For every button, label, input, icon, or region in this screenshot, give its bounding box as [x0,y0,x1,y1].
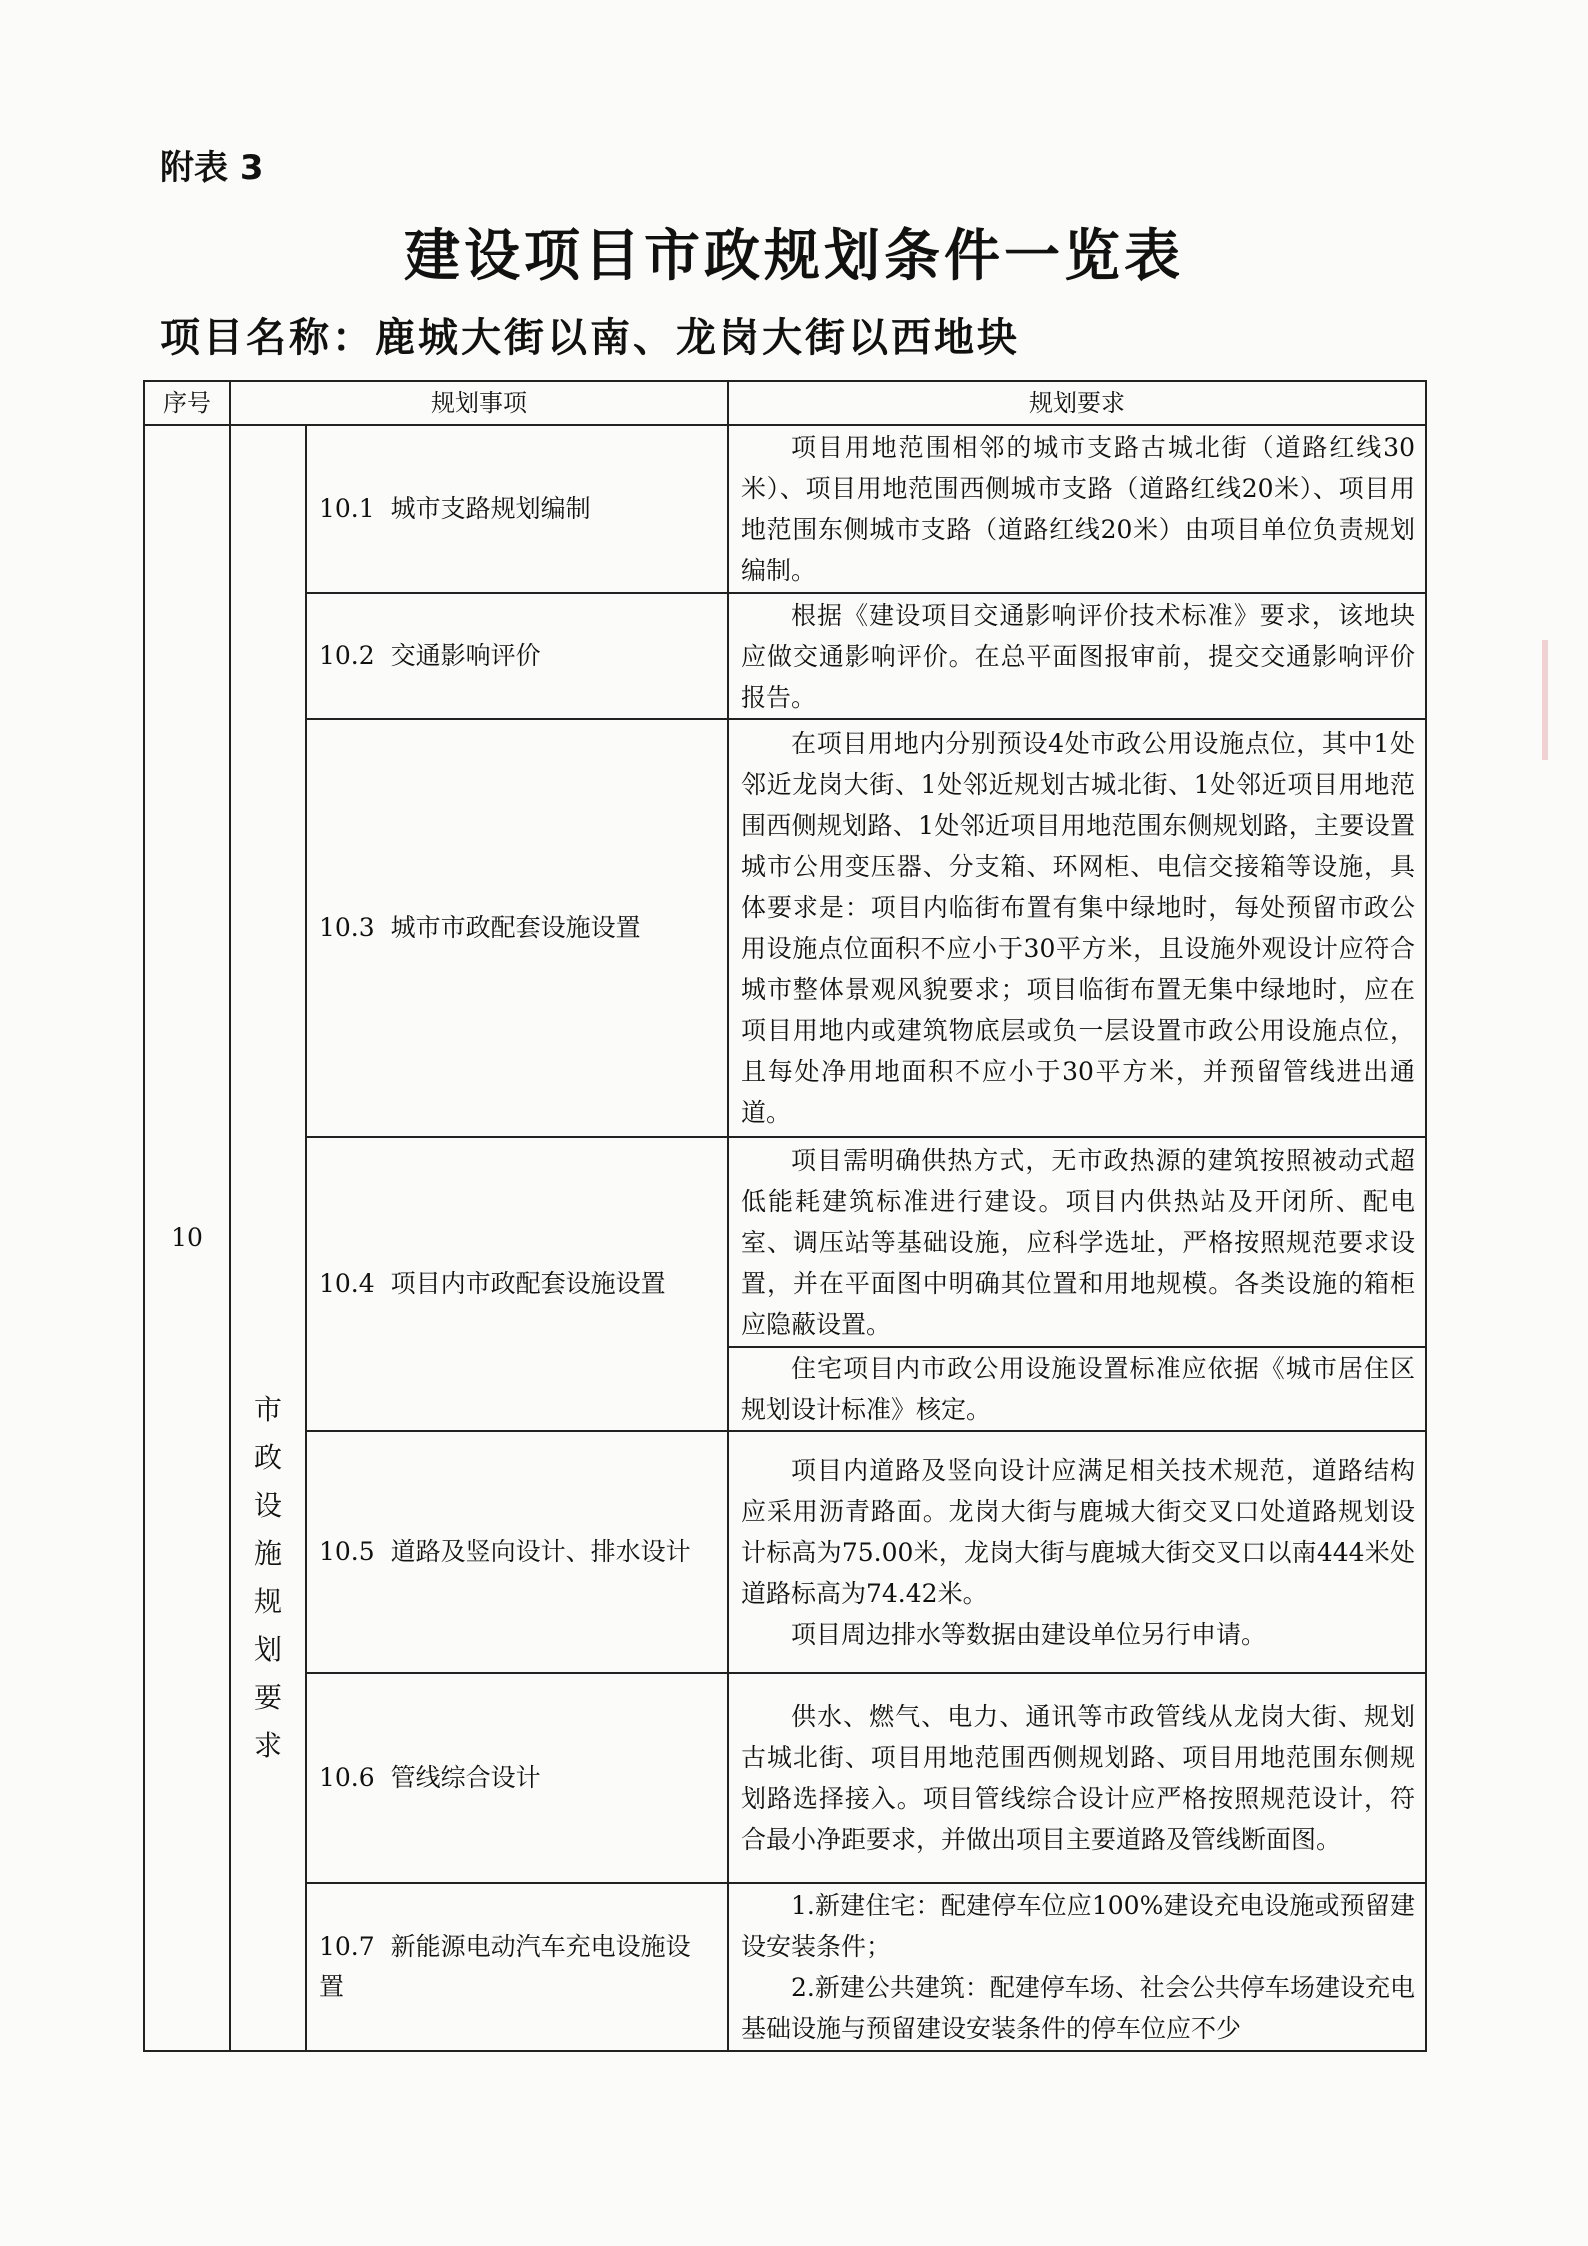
item-label: 城市支路规划编制 [390,494,591,523]
item-number: 10.1 [319,494,375,523]
requirement-text: 根据《建设项目交通影响评价技术标准》要求，该地块应做交通影响评价。在总平面图报审前，提交交通影响评价报告。 [741,600,1415,712]
category-char: 政 [253,1441,282,1474]
requirement-cell [728,1673,1426,1883]
requirement-cell [728,593,1426,719]
item-number: 10.2 [319,641,375,670]
table-row [144,1431,1426,1673]
header-seq: 序号 [144,381,230,425]
category-char: 划 [253,1633,282,1666]
table-header-row [144,381,1426,425]
requirement-text: 2.新建公共建筑：配建停车场、社会公共停车场建设充电基础设施与预留建设安装条件的停车位应不少 [741,1973,1415,2043]
scan-margin-mark [1542,640,1548,760]
requirement-cell [728,1347,1426,1431]
category-char: 规 [253,1585,282,1618]
category-char: 求 [253,1729,282,1762]
requirement-text: 住宅项目内市政公用设施设置标准应依据《城市居住区规划设计标准》核定。 [741,1354,1415,1424]
category-char: 设 [253,1489,282,1522]
annex-label: 附表 3 [160,148,264,188]
requirement-cell [728,425,1426,593]
table-row [144,1673,1426,1883]
table-row [144,1137,1426,1347]
requirement-text: 项目周边排水等数据由建设单位另行申请。 [791,1619,1267,1649]
item-label: 交通影响评价 [390,641,541,670]
requirement-cell [728,1137,1426,1347]
project-name: 项目名称：鹿城大街以南、龙岗大街以西地块 [160,314,1020,361]
category-char: 要 [253,1681,282,1714]
table-row [144,593,1426,719]
item-label: 管线综合设计 [390,1763,541,1792]
item-cell [306,593,728,719]
item-number: 10.6 [319,1763,375,1792]
requirement-text: 供水、燃气、电力、通讯等市政管线从龙岗大街、规划古城北街、项目用地范围西侧规划路、项目用地范围东侧规划路选择接入。项目管线综合设计应严格按照规范设计，符合最小净距要求，并做出项目主要道路及管线断面图。 [741,1702,1415,1854]
page-title: 建设项目市政规划条件一览表 [404,223,1184,289]
seq-cell: 10 [144,425,230,2051]
item-label: 道路及竖向设计、排水设计 [390,1537,691,1566]
item-cell [306,1137,728,1431]
item-label: 城市市政配套设施设置 [390,913,641,942]
requirement-cell [728,1883,1426,2051]
requirement-text: 项目内道路及竖向设计应满足相关技术规范，道路结构应采用沥青路面。龙岗大街与鹿城大街交叉口处道路规划设计标高为75.00米，龙岗大街与鹿城大街交叉口以南444米处道路标高为74.42米。 [741,1455,1415,1608]
category-char: 市 [253,1393,282,1426]
item-cell [306,1431,728,1673]
table-row [144,1883,1426,2051]
item-number: 10.5 [319,1537,375,1566]
category-cell [230,425,306,2051]
requirement-text: 在项目用地内分别预设4处市政公用设施点位，其中1处邻近龙岗大街、1处邻近规划古城北街、1处邻近项目用地范围西侧规划路、1处邻近项目用地范围东侧规划路，主要设置城市公用变压器、分支箱、环网柜、电信交接箱等设施，具体要求是：项目内临街布置有集中绿地时，每处预留市政公用设施点位面积不应小于30平方米，且设施外观设计应符合城市整体景观风貌要求；项目临街布置无集中绿地时，应在项目用地内或建筑物底层或负一层设置市政公用设施点位，且每处净用地面积不应小于30平方米，并预留管线进出通道。 [741,729,1415,1127]
item-number: 10.7 [319,1932,375,1961]
requirement-text: 1.新建住宅：配建停车位应100%建设充电设施或预留建设安装条件； [741,1891,1415,1961]
item-number: 10.3 [319,913,375,942]
header-item: 规划事项 [230,381,728,425]
item-cell [306,1673,728,1883]
item-label: 新能源电动汽车充电设施设置 [319,1932,691,2001]
requirement-cell [728,719,1426,1137]
item-label: 项目内市政配套设施设置 [390,1269,666,1298]
table-row [144,425,1426,593]
header-requirement: 规划要求 [728,381,1426,425]
table-row [144,719,1426,1137]
requirement-text: 项目用地范围相邻的城市支路古城北街（道路红线30米）、项目用地范围西侧城市支路（道路红线20米）、项目用地范围东侧城市支路（道路红线20米）由项目单位负责规划编制。 [741,433,1415,585]
item-cell [306,719,728,1137]
requirement-text: 项目需明确供热方式，无市政热源的建筑按照被动式超低能耗建筑标准进行建设。项目内供热站及开闭所、配电室、调压站等基础设施，应科学选址，严格按照规范要求设置，并在平面图中明确其位置和用地规模。各类设施的箱柜应隐蔽设置。 [741,1145,1415,1339]
category-char: 施 [253,1537,282,1570]
item-number: 10.4 [319,1269,375,1298]
requirement-cell [728,1431,1426,1673]
item-cell [306,1883,728,2051]
municipal-conditions-table [143,380,1427,2052]
item-cell [306,425,728,593]
